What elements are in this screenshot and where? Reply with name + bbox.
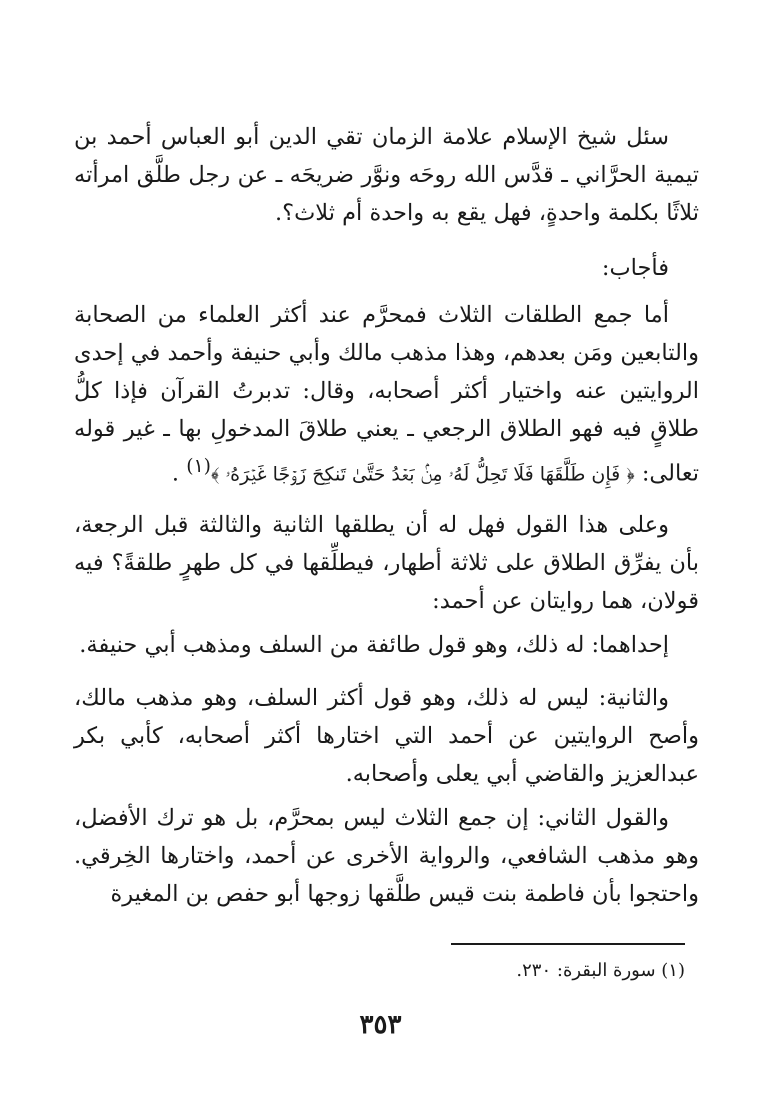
- paragraph-5: [74, 799, 699, 913]
- question-text: سئل شيخ الإسلام علامة الزمان تقي الدين أبو العباس أحمد بن تيمية الحرَّاني ـ قدَّس الله روحَه ونوَّر ضريحَه ـ عن رجل طلَّق امرأته ثلاثًا بكلمة واحدةٍ، فهل يقع به واحدة أم ثلاث؟.: [74, 124, 699, 226]
- paragraph-3-text: إحداهما: له ذلك، وهو قول طائفة من السلف ومذهب أبي حنيفة.: [79, 632, 669, 658]
- paragraph-2: [74, 506, 699, 620]
- answer-label-text: فأجاب:: [601, 255, 669, 281]
- quran-verse: ﴿ فَإِن طَلَّقَهَا فَلَا تَحِلُّ لَهُۥ مِنۢ بَعۡدُ حَتَّىٰ تَنكِحَ زَوۡجًا غَيۡرَهُۥ ﴾: [210, 463, 635, 486]
- paragraph-4: [74, 679, 699, 793]
- paragraph-4-text: والثانية: ليس له ذلك، وهو قول أكثر السلف، وهو مذهب مالك، وأصح الروايتين عن أحمد التي اختارها أكثر أصحابه، كأبي بكر عبدالعزيز والقاضي أبي يعلى وأصحابه.: [74, 685, 699, 787]
- paragraph-1-end: .: [171, 460, 187, 487]
- paragraph-3: [74, 626, 699, 664]
- paragraph-1-text: أما جمع الطلقات الثلاث فمحرَّم عند أكثر العلماء من الصحابة والتابعين ومَن بعدهم، وهذا مذهب مالك وأبي حنيفة وأحمد في إحدى الروايتين عنه واختيار أكثر أصحابه، وقال: تدبرتُ القرآن فإذا كلُّ طلاقٍ فيه فهو الطلاق الرجعي ـ يعني طلاقَ المدخولِ بها ـ غير قوله تعالى:: [74, 302, 699, 487]
- paragraph-2-text: وعلى هذا القول فهل له أن يطلقها الثانية والثالثة قبل الرجعة، بأن يفرِّق الطلاق على ثلاثة أطهار، فيطلِّقها في كل طهرٍ طلقةً؟ فيه قولان، هما روايتان عن أحمد:: [74, 512, 699, 614]
- paragraph-5-text: والقول الثاني: إن جمع الثلاث ليس بمحرَّم، بل هو ترك الأفضل، وهو مذهب الشافعي، والرواية الأخرى عن أحمد، واختارها الخِرقي. واحتجوا بأن فاطمة بنت قيس طلَّقها زوجها أبو حفص بن المغيرة: [74, 805, 699, 907]
- footnote-divider: [451, 943, 685, 945]
- paragraph-1: [74, 296, 699, 494]
- answer-label: [74, 249, 699, 287]
- question-paragraph: [74, 118, 699, 232]
- footnote: (١) سورة البقرة: ٢٣٠.: [516, 960, 685, 981]
- page-number: ٣٥٣: [359, 1010, 402, 1040]
- footnote-reference: (١): [186, 456, 211, 477]
